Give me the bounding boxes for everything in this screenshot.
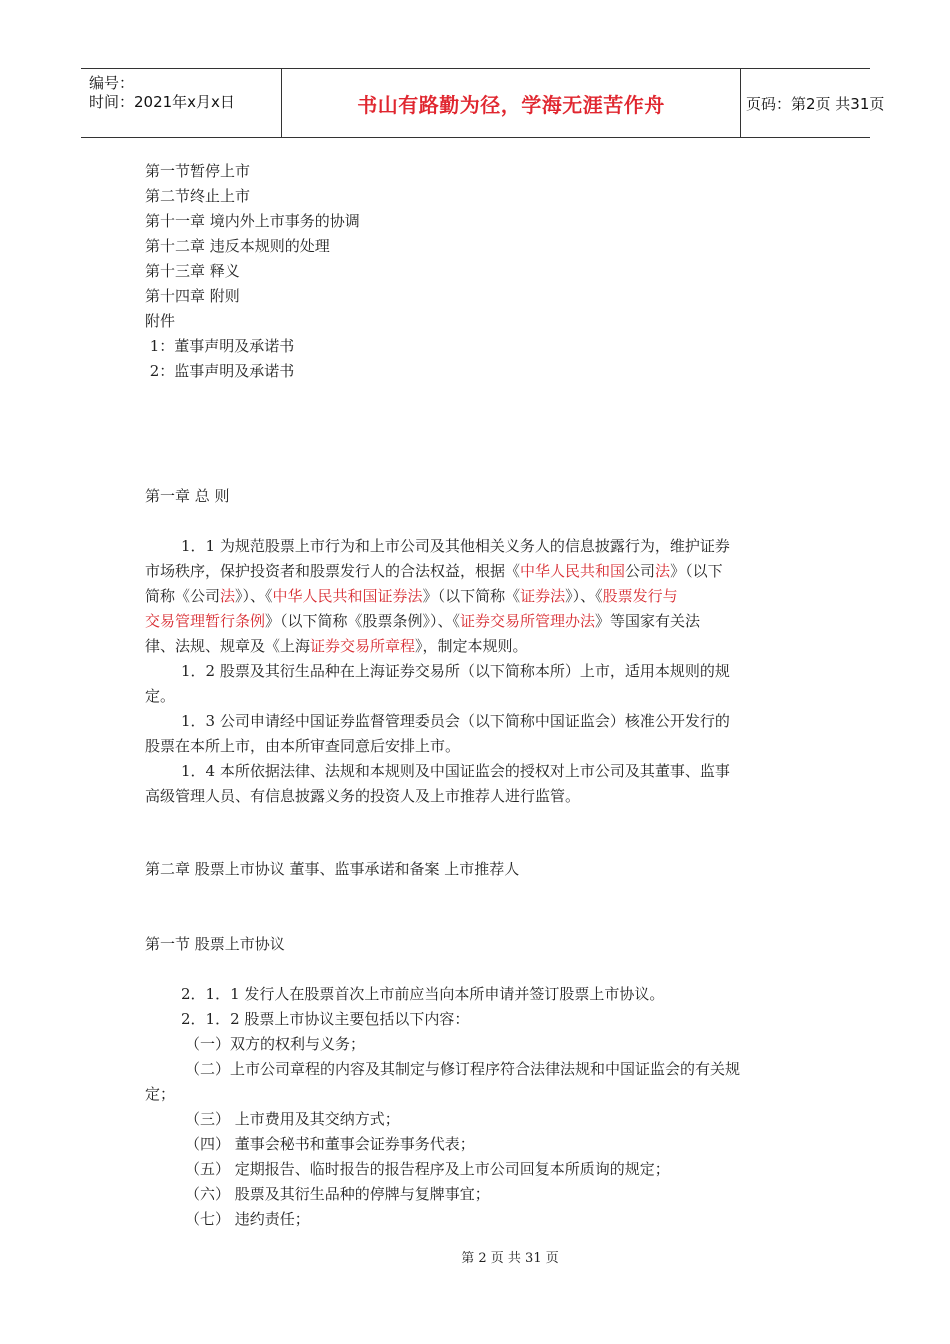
law-link[interactable]: 法 <box>220 587 236 605</box>
header-motto-cell <box>281 69 741 137</box>
article-1-3-line: 1．3 公司申请经中国证券监督管理委员会（以下简称中国证监会）核准公开发行的 <box>181 712 730 730</box>
toc-item: 第十四章 附则 <box>145 287 240 305</box>
law-link[interactable]: 法 <box>655 562 671 580</box>
header-motto: 书山有路勤为径，学海无涯苦作舟 <box>357 92 665 117</box>
text-run: 市场秩序，保护投资者和股票发行人的合法权益，根据《 <box>145 562 521 580</box>
article-1-4-line: 高级管理人员、有信息披露义务的投资人及上市推荐人进行监管。 <box>145 787 581 805</box>
text-run: 》（以下简称《 <box>422 587 521 605</box>
toc-item: 第二节终止上市 <box>145 187 251 205</box>
article-1-1-line <box>145 636 528 656</box>
list-item: （六） 股票及其衍生品种的停牌与复牌事宜； <box>185 1185 490 1203</box>
toc-item: 2：监事声明及承诺书 <box>145 362 295 380</box>
list-item: （三） 上市费用及其交纳方式； <box>185 1110 400 1128</box>
article-1-1-line: 1．1 为规范股票上市行为和上市公司及其他相关义务人的信息披露行为，维护证券 <box>181 537 730 555</box>
header-page-info: 页码：第2页 共31页 <box>746 94 885 113</box>
header-meta-cell <box>81 69 281 137</box>
toc-item: 第十二章 违反本规则的处理 <box>145 237 330 255</box>
list-item: （五） 定期报告、临时报告的报告程序及上市公司回复本所质询的规定； <box>185 1160 670 1178</box>
document-id-label: 编号： <box>89 74 135 92</box>
page-footer <box>0 1247 950 1266</box>
text-run: 》）、《 <box>235 587 273 605</box>
text-run: 》）、《 <box>565 587 603 605</box>
toc-item: 附件 <box>145 312 176 330</box>
text-run: 》，制定本规则。 <box>415 637 528 655</box>
law-link[interactable]: 证券法 <box>520 587 566 605</box>
list-item: （七） 违约责任； <box>185 1210 310 1228</box>
toc-item: 第十三章 释义 <box>145 262 240 280</box>
text-run: 》（以下简称《股票条例》）、《 <box>265 612 461 630</box>
toc-item: 第十一章 境内外上市事务的协调 <box>145 212 360 230</box>
toc-item: 1：董事声明及承诺书 <box>145 337 295 355</box>
chapter-1-title: 第一章 总 则 <box>145 487 230 505</box>
law-link[interactable]: 中华人民共和国 <box>520 562 626 580</box>
law-link[interactable]: 证券交易所章程 <box>310 637 416 655</box>
article-1-1-line <box>145 561 723 581</box>
section-1-title: 第一节 股票上市协议 <box>145 935 285 953</box>
article-2-1-2: 2．1．2 股票上市协议主要包括以下内容： <box>181 1010 470 1028</box>
article-1-2-line: 定。 <box>145 687 176 705</box>
list-item-continuation: 定； <box>145 1085 176 1103</box>
article-1-1-line <box>145 611 700 631</box>
list-item: （二）上市公司章程的内容及其制定与修订程序符合法律法规和中国证监会的有关规 <box>185 1060 741 1078</box>
law-link[interactable]: 股票发行与 <box>602 587 678 605</box>
header-page-cell <box>740 69 885 137</box>
law-link[interactable]: 证券交易所管理办法 <box>460 612 596 630</box>
text-run: 简称《公司 <box>145 587 221 605</box>
list-item: （一）双方的权利与义务； <box>185 1035 366 1053</box>
article-1-2-line: 1．2 股票及其衍生品种在上海证券交易所（以下简称本所）上市，适用本规则的规 <box>181 662 730 680</box>
text-run: 》（以下 <box>670 562 723 580</box>
toc-item: 第一节暂停上市 <box>145 162 251 180</box>
chapter-2-title: 第二章 股票上市协议 董事、监事承诺和备案 上市推荐人 <box>145 860 520 878</box>
article-1-1-line <box>145 586 678 606</box>
article-1-3-line: 股票在本所上市，由本所审查同意后安排上市。 <box>145 737 461 755</box>
document-date: 时间：2021年x月x日 <box>89 93 235 111</box>
article-2-1-1: 2．1．1 发行人在股票首次上市前应当向本所申请并签订股票上市协议。 <box>181 985 665 1003</box>
text-run: 》等国家有关法 <box>595 612 701 630</box>
footer-page-number: 第 2 页 共 31 页 <box>461 1251 559 1266</box>
article-1-4-line: 1．4 本所依据法律、法规和本规则及中国证监会的授权对上市公司及其董事、监事 <box>181 762 730 780</box>
text-run: 律、法规、规章及《上海 <box>145 637 311 655</box>
text-run: 公司 <box>625 562 656 580</box>
document-header <box>81 68 885 138</box>
list-item: （四） 董事会秘书和董事会证券事务代表； <box>185 1135 475 1153</box>
law-link[interactable]: 中华人民共和国证券法 <box>272 587 423 605</box>
law-link[interactable]: 交易管理暂行条例 <box>145 612 266 630</box>
